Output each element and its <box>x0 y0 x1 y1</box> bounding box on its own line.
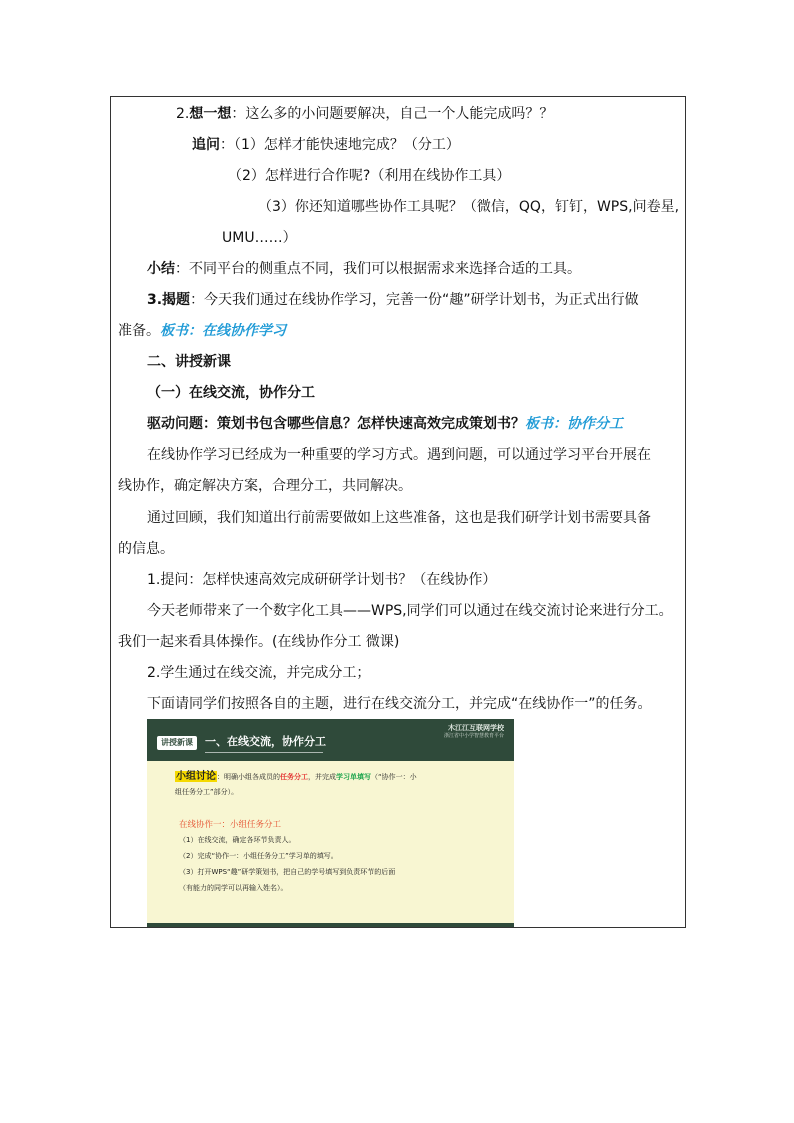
line-followup-3: （3）你还知道哪些协作工具呢？（微信，QQ，钉钉，WPS,问卷星, <box>258 199 680 215</box>
reveal-text: ：今天我们通过在线协作学习，完善一份“趣”研学计划书，为正式出行做 <box>190 292 639 308</box>
para-3-line-2: 我们一起来看具体操作。(在线协作分工 微课) <box>118 634 400 650</box>
embedded-slide-screenshot <box>147 719 514 927</box>
slide-discuss-line-1 <box>175 771 417 783</box>
discuss-post: （“协作一：小 <box>371 773 417 781</box>
board-note-1: 板书：在线协作学习 <box>160 323 286 339</box>
line-question-1: 1.提问：怎样快速高效完成研研学计划书？（在线协作） <box>147 572 497 588</box>
summary-label: 小结 <box>147 261 175 277</box>
slide-title: 一、在线交流，协作分工 <box>205 735 326 748</box>
subsection-heading: （一）在线交流，协作分工 <box>147 385 315 401</box>
line-reveal-cont <box>118 322 286 340</box>
discuss-mid: ，并完成 <box>308 773 336 781</box>
item-number: 2. <box>176 106 190 122</box>
para-2-line-1: 通过回顾，我们知道出行前需要做如上这些准备，这也是我们研学计划书需要具备 <box>147 510 651 526</box>
reveal-text-cont: 准备。 <box>118 323 160 339</box>
para-4-line-1: 下面请同学们按照各自的主题，进行在线交流分工，并完成“在线协作一”的任务。 <box>147 696 652 712</box>
slide-discuss-line-2: 组任务分工”部分）。 <box>175 788 239 796</box>
para-1-line-1: 在线协作学习已经成为一种重要的学习方式。遇到问题，可以通过学习平台开展在 <box>147 447 651 463</box>
line-followup-3-cont: UMU……） <box>222 230 297 246</box>
para-2-line-2: 的信息。 <box>118 541 174 557</box>
line-think <box>176 105 553 123</box>
discuss-red: 任务分工 <box>280 773 308 781</box>
slide-item-1: （1）在线交流，确定各环节负责人。 <box>179 836 296 844</box>
slide-item-4: （有能力的同学可以再输入姓名）。 <box>179 884 288 892</box>
driving-question-text: 驱动问题：策划书包含哪些信息？怎样快速高效完成策划书？ <box>147 416 525 432</box>
reveal-label: 3.揭题 <box>147 292 191 308</box>
line-followup-2: （2）怎样进行合作呢?（利用在线协作工具） <box>228 168 511 184</box>
think-text: ：这么多的小问题要解决，自己一个人能完成吗？？ <box>231 106 554 122</box>
slide-tag: 讲授新课 <box>157 736 197 750</box>
section-heading: 二、讲授新课 <box>147 354 231 370</box>
line-summary <box>147 260 581 278</box>
line-reveal <box>147 291 639 309</box>
slide-logo <box>444 723 504 740</box>
slide-item-3: （3）打开WPS“趣”研学策划书，把自己的学号填写到负责环节的后面 <box>179 868 396 876</box>
slide-title-underline <box>205 752 323 753</box>
board-note-2: 板书：协作分工 <box>525 416 623 432</box>
discuss-label: 小组讨论 <box>176 771 216 782</box>
think-label: 想一想 <box>189 106 232 122</box>
slide-logo-name: 木江江互联网学校 <box>448 724 504 732</box>
line-followup <box>192 136 460 154</box>
summary-text: ：不同平台的侧重点不同，我们可以根据需求来选择合适的工具。 <box>175 261 581 277</box>
slide-item-2: （2）完成“协作一：小组任务分工”学习单的填写。 <box>179 852 338 860</box>
discuss-pre: ：明确小组各成员的 <box>217 773 280 781</box>
line-student-task: 2.学生通过在线交流，并完成分工； <box>147 665 371 681</box>
line-driving-question <box>147 415 623 433</box>
slide-footer-bar <box>147 923 514 927</box>
slide-subtitle: 在线协作一：小组任务分工 <box>179 820 282 830</box>
para-1-line-2: 线协作，确定解决方案，合理分工，共同解决。 <box>118 478 412 494</box>
followup-label: 追问 <box>192 137 220 153</box>
para-3-line-1: 今天老师带来了一个数字化工具——WPS,同学们可以通过在线交流讨论来进行分工。 <box>147 603 673 619</box>
slide-logo-sub: 浙江省中小学智慧教育平台 <box>443 733 504 739</box>
followup-text: ：（1）怎样才能快速地完成？（分工） <box>220 137 460 153</box>
discuss-green: 学习单填写 <box>336 773 371 781</box>
